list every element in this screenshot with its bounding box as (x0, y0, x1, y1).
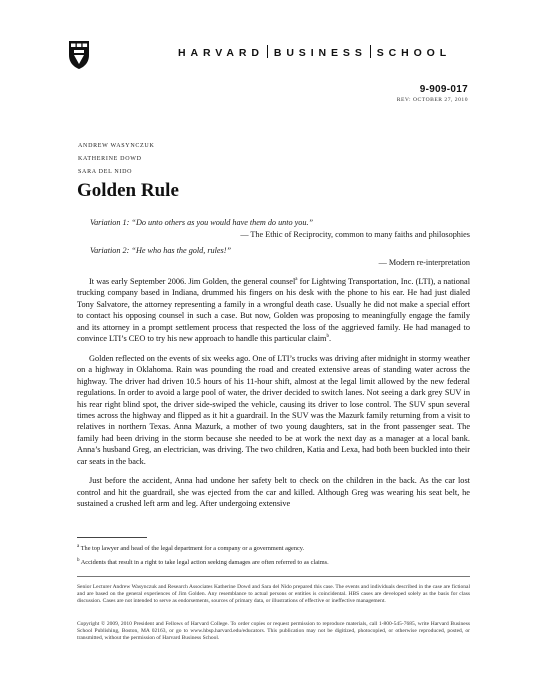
epigraph (90, 245, 470, 269)
institution-wordmark (178, 45, 451, 59)
case-number: 9-909-017 (419, 84, 468, 95)
epigraph-quote: Variation 1: “Do unto others as you would have them do unto you.” (90, 218, 314, 227)
body-paragraph: Just before the accident, Anna had undone her safety belt to check on the children in the back. As the car lost control and hit the guardrail, she was ejected from the car and killed. Although Greg was wearing his seat belt, he sustained a crushed left arm and leg. After undergoing extensive (77, 476, 470, 509)
copyright-note: Copyright © 2009, 2010 President and Fellows of Harvard College. To order copies or request permission to reproduce materials, call 1-800-545-7685, write Harvard Business School Publishing, Boston, MA 02163, or go to www.hbsp.harvard.edu/educators. This publication may not be digitized, photocopied, or otherwise reproduced, posted, or transmitted, without the permission of Harvard Business School. (77, 621, 470, 642)
footnote-ref[interactable]: a (295, 277, 298, 283)
case-title: Golden Rule (77, 180, 179, 201)
wordmark-divider (267, 45, 268, 58)
epigraph-attribution: — The Ethic of Reciprocity, common to many faiths and philosophies (240, 230, 470, 239)
author-name: ANDREW WASYNCZUK (78, 143, 155, 149)
legal-divider (77, 576, 470, 577)
footnote-divider (77, 537, 147, 538)
footnote: $^b$ Accidents that result in a right to take legal action seeking damages are often referred to as claims. (77, 557, 329, 566)
wordmark-business: BUSINESS (273, 47, 367, 59)
wordmark-harvard: HARVARD (178, 47, 264, 59)
wordmark-divider (370, 45, 371, 58)
author-list (78, 140, 154, 179)
footnote-ref[interactable]: b (326, 334, 329, 340)
author-name: SARA DEL NIDO (78, 169, 133, 175)
harvard-shield-icon (68, 40, 90, 70)
footnote-mark: a (77, 543, 80, 549)
epigraph (90, 217, 470, 241)
epigraph-attribution: — Modern re-interpretation (378, 258, 470, 267)
body-paragraph: It was early September 2006. Jim Golden, the general counsel$^a$ for Lightwing Transportation, Inc. (LTI), a national trucking company based in Indiana, drummed his fingers on his desk with the phone to his ear. He had just dialed Tony Salvatore, the attorney representing a family in a wrongful death case. Usually he did not make a special effort to contact his opposing counsel in such a case. But now, Golden was proposing to meaningfully engage the family and its attorney in a prompt settlement process that respected the loss of the aggrieved family. He had managed to convince LTI’s CEO to try his new approach to handle this particular claim$^b$. (77, 277, 471, 344)
author-name: KATHERINE DOWD (78, 156, 142, 162)
authorship-note: Senior Lecturer Andrew Wasynczuk and Research Associates Katherine Dowd and Sara del Nido prepared this case. The events and individuals described in the case are fictional and are based on the general experiences of Jim Golden. Any resemblance to actual persons or entities is coincidental. HBS cases are developed solely as the basis for class discussion. Cases are not intended to serve as endorsements, sources of primary data, or illustrations of effective or ineffective management. (77, 584, 470, 605)
footnote: $^a$ The top lawyer and head of the legal department for a company or a government agency. (77, 543, 305, 552)
body-paragraph: Golden reflected on the events of six weeks ago. One of LTI’s trucks was driving after midnight in stormy weather on a highway in Oklahoma. Rain was pounding the road and created extensive areas of standing water across the highway. The driver had driven 10.5 hours of his 11-hour shift, almost at the legal limit allowed by the new federal regulations. In order to avoid a large pool of water, the driver decided to switch lanes. Not seeing a dark grey SUV in his rear right blind spot, the driver side-swiped the vehicle, causing its driver to lose control. The SUV spun several times across the highway and flipped as it hit a guardrail. In the SUV was the Mazurk family returning from a visit to relatives in northern Texas. Anna Mazurk, a mother of two young daughters, sat in the front passenger seat. The family had been driving in the storm because she needed to be at work the next day as a manager at a local bank. Anna’s husband Greg, an electrician, was driving. The two children, Katia and Lexa, had both been buckled into their car seats in the back. (77, 353, 470, 466)
wordmark-school: SCHOOL (376, 47, 452, 59)
epigraph-quote: Variation 2: “He who has the gold, rules!” (90, 246, 232, 255)
case-body (77, 276, 470, 518)
revision-date: REV: OCTOBER 27, 2010 (396, 97, 468, 103)
footnote-mark: b (77, 557, 80, 563)
